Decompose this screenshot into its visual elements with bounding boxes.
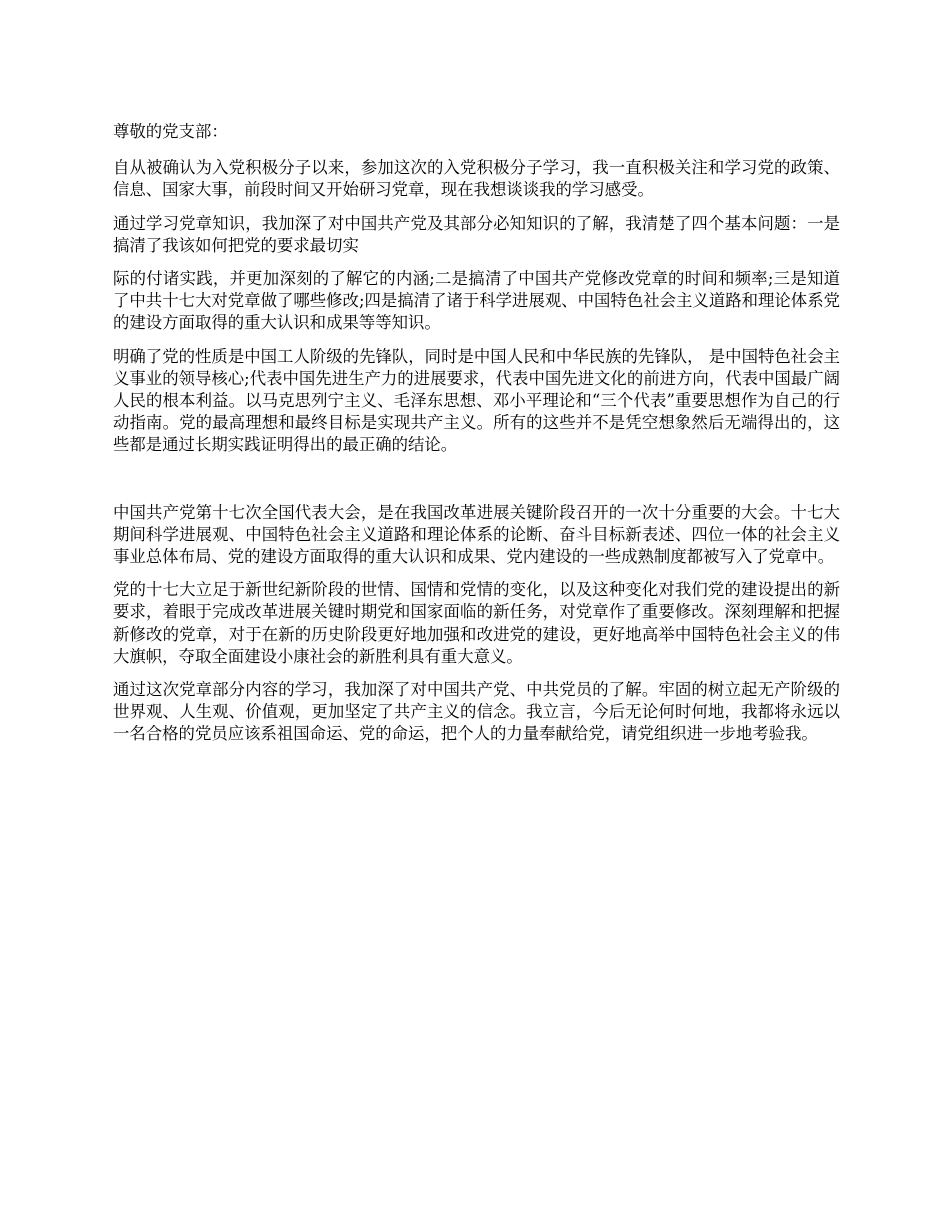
paragraph-5: 中国共产党第十七次全国代表大会，是在我国改革进展关键阶段召开的一次十分重要的大会。十七大期间科学进展观、中国特色社会主义道路和理论体系的论断、奋斗目标新表述、四位一体的社会主义事业总体布局、党的建设方面取得的重大认识和成果、党内建设的一些成熟制度都被写入了党章中。 <box>113 502 840 567</box>
paragraph-6: 党的十七大立足于新世纪新阶段的世情、国情和党情的变化，以及这种变化对我们党的建设提出的新要求，着眼于完成改革进展关键时期党和国家面临的新任务，对党章作了重要修改。深刻理解和把握新修改的党章，对于在新的历史阶段更好地加强和改进党的建设，更好地高举中国特色社会主义的伟大旗帜，夺取全面建设小康社会的新胜利具有重大意义。 <box>113 580 840 666</box>
paragraph-gap <box>113 468 840 502</box>
paragraph-2: 通过学习党章知识，我加深了对中国共产党及其部分必知知识的了解，我清楚了四个基本问题：一是搞清了我该如何把党的要求最切实 <box>113 213 840 255</box>
paragraph-4: 明确了党的性质是中国工人阶级的先锋队，同时是中国人民和中华民族的先锋队， 是中国特色社会主义事业的领导核心;代表中国先进生产力的进展要求，代表中国先进文化的前进方向，代表中国最广阔人民的根本利益。以马克思列宁主义、毛泽东思想、邓小平理论和“三个代表”重要思想作为自己的行动指南。党的最高理想和最终目标是实现共产主义。所有的这些并不是凭空想象然后无端得出的，这些都是通过长期实践证明得出的最正确的结论。 <box>113 346 840 455</box>
salutation: 尊敬的党支部： <box>113 122 228 141</box>
paragraph-1: 自从被确认为入党积极分子以来，参加这次的入党积极分子学习，我一直积极关注和学习党的政策、信息、国家大事，前段时间又开始研习党章，现在我想谈谈我的学习感受。 <box>113 158 840 200</box>
paragraph-7: 通过这次党章部分内容的学习，我加深了对中国共产党、中共党员的了解。牢固的树立起无产阶级的世界观、人生观、价值观，更加坚定了共产主义的信念。我立言，今后无论何时何地，我都将永远以一名合格的党员应该系祖国命运、党的命运，把个人的力量奉献给党，请党组织进一步地考验我。 <box>113 680 840 744</box>
document-body <box>113 121 840 757</box>
paragraph-3: 际的付诸实践，并更加深刻的了解它的内涵;二是搞清了中国共产党修改党章的时间和频率;三是知道了中共十七大对党章做了哪些修改;四是搞清了诸于科学进展观、中国特色社会主义道路和理论体系党的建设方面取得的重大认识和成果等等知识。 <box>113 269 840 333</box>
